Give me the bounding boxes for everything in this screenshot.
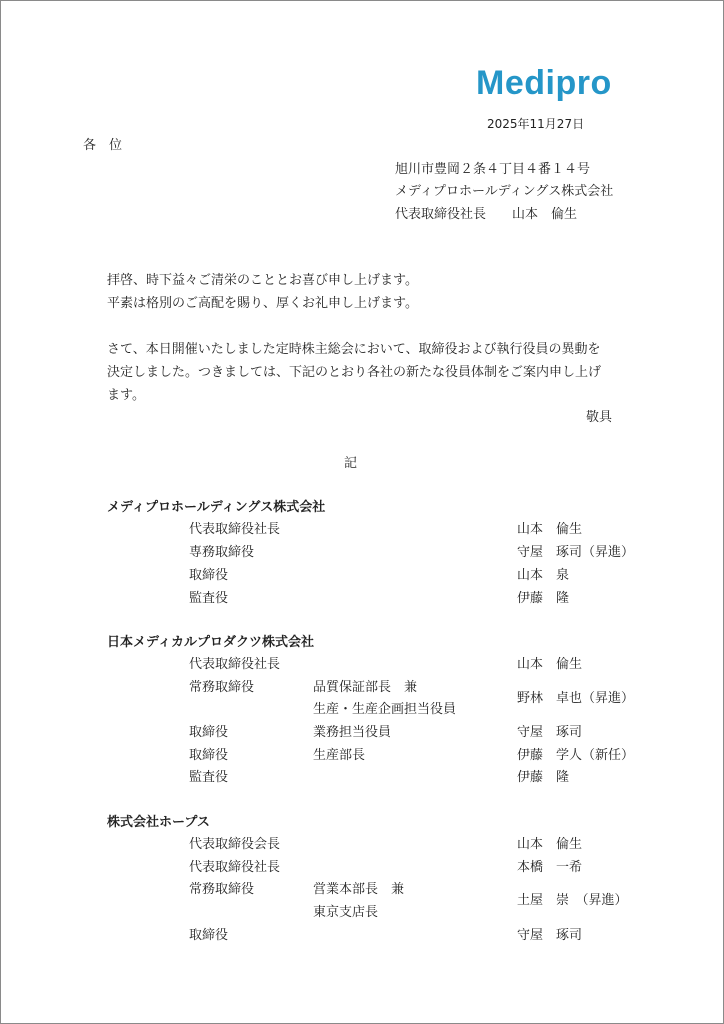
officer-role: 取締役	[189, 748, 229, 763]
officer-name: 守屋 琢司	[517, 928, 583, 943]
officer-name: 伊藤 隆	[517, 770, 570, 785]
company-name: メディプロホールディングス株式会社	[107, 500, 326, 515]
ki-heading: 記	[344, 456, 358, 471]
officer-name: 本橋 一希	[517, 860, 583, 875]
officer-dept: 業務担当役員	[313, 725, 392, 740]
officer-role: 取締役	[189, 568, 229, 583]
greeting-line: 拝啓、時下益々ご清栄のこととお喜び申し上げます。	[107, 273, 418, 288]
officer-role: 代表取締役社長	[189, 657, 281, 672]
greeting-line: 平素は格別のご高配を賜り、厚くお礼申し上げます。	[107, 296, 418, 311]
officer-name: 守屋 琢司（昇進）	[517, 545, 635, 560]
document-date: 2025年11月27日	[487, 117, 585, 131]
officer-name: 守屋 琢司	[517, 725, 583, 740]
addressee: 各 位	[83, 138, 123, 153]
company-name: 日本メディカルプロダクツ株式会社	[107, 635, 314, 650]
officer-name: 野林 卓也（昇進）	[517, 691, 635, 706]
officer-name: 土屋 崇 （昇進）	[517, 893, 628, 908]
body-line: ます。	[107, 388, 145, 403]
officer-role: 取締役	[189, 928, 229, 943]
officer-role: 代表取締役社長	[189, 860, 281, 875]
sender-company: メディプロホールディングス株式会社	[395, 184, 614, 199]
body-line: 決定しました。つきましては、下記のとおり各社の新たな役員体制をご案内申し上げ	[107, 365, 602, 380]
officer-role: 代表取締役社長	[189, 522, 281, 537]
officer-name: 伊藤 隆	[517, 591, 570, 606]
officer-name: 伊藤 学人（新任）	[517, 748, 635, 763]
officer-role: 常務取締役	[189, 882, 255, 897]
officer-role: 監査役	[189, 591, 229, 606]
officer-name: 山本 泉	[517, 568, 570, 583]
body-line: さて、本日開催いたしました定時株主総会において、取締役および執行役員の異動を	[107, 342, 601, 357]
officer-dept: 品質保証部長 兼	[313, 680, 418, 695]
sender-address: 旭川市豊岡２条４丁目４番１４号	[395, 162, 591, 177]
officer-role: 監査役	[189, 770, 229, 785]
officer-name: 山本 倫生	[517, 522, 583, 537]
officer-dept: 生産・生産企画担当役員	[313, 702, 457, 717]
sender-representative: 代表取締役社長 山本 倫生	[395, 207, 578, 222]
officer-dept: 東京支店長	[313, 905, 379, 920]
officer-role: 代表取締役会長	[189, 837, 281, 852]
closing-keigu: 敬具	[586, 410, 613, 425]
officer-name: 山本 倫生	[517, 837, 583, 852]
company-name: 株式会社ホープス	[107, 815, 210, 830]
officer-role: 専務取締役	[189, 545, 255, 560]
officer-name: 山本 倫生	[517, 657, 583, 672]
medipro-logo: Medipro	[476, 64, 612, 102]
officer-dept: 生産部長	[313, 748, 366, 763]
officer-role: 取締役	[189, 725, 229, 740]
officer-role: 常務取締役	[189, 680, 255, 695]
officer-dept: 営業本部長 兼	[313, 882, 405, 897]
